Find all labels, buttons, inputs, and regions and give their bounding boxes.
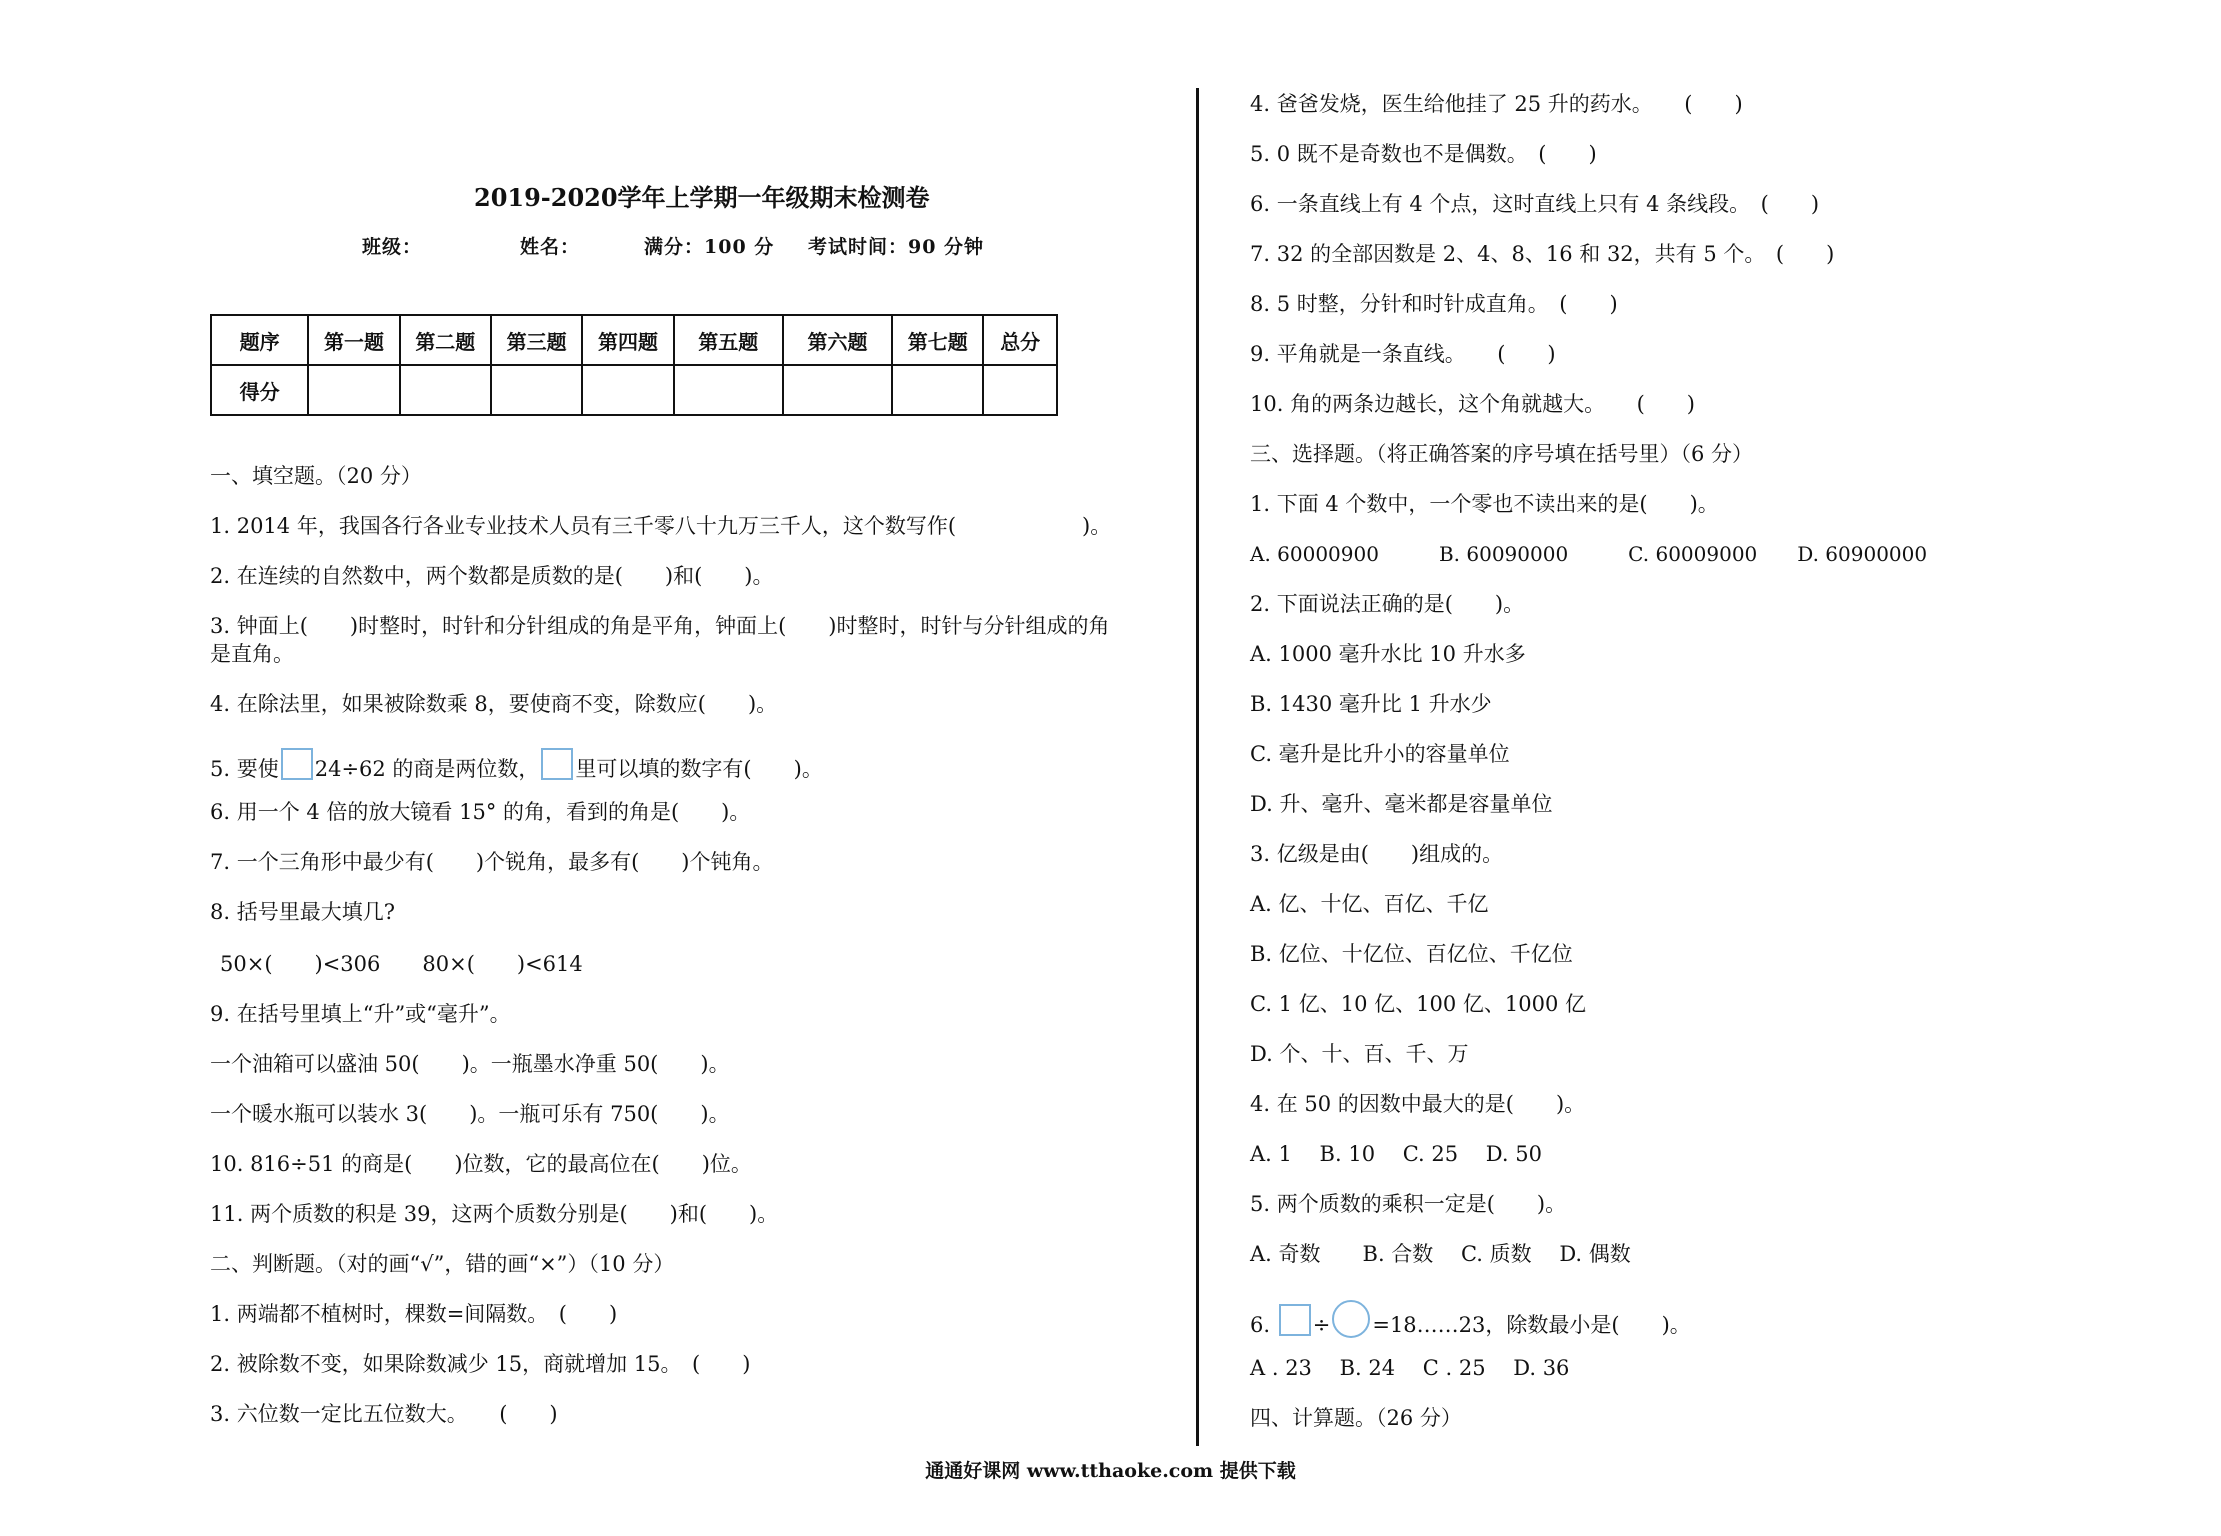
table-cell: 第二题 <box>400 315 491 365</box>
question: 4. 在除法里，如果被除数乘 8，要使商不变，除数应( )。 <box>210 692 778 716</box>
question: 是直角。 <box>210 642 294 666</box>
table-cell: 题序 <box>211 315 308 365</box>
score-cell[interactable] <box>983 365 1057 415</box>
question: 7. 一个三角形中最少有( )个锐角，最多有( )个钝角。 <box>210 850 774 874</box>
c6-prefix: 6. <box>1250 1313 1271 1337</box>
option: B. 亿位、十亿位、百亿位、千亿位 <box>1250 942 1573 966</box>
table-cell: 第四题 <box>582 315 673 365</box>
score-table <box>210 314 1058 416</box>
options: A. 1 B. 10 C. 25 D. 50 <box>1250 1142 1542 1166</box>
question: 一个油箱可以盛油 50( )。一瓶墨水净重 50( )。 <box>210 1052 730 1076</box>
name-label: 姓名： <box>520 236 581 258</box>
question: 8. 括号里最大填几? <box>210 900 395 924</box>
table-cell: 第一题 <box>308 315 399 365</box>
score-table-score-row <box>211 365 1057 415</box>
table-cell: 第七题 <box>892 315 983 365</box>
q5-suffix: 里可以填的数字有( )。 <box>575 757 823 781</box>
blank-square-icon <box>1279 1304 1311 1336</box>
option: C. 毫升是比升小的容量单位 <box>1250 742 1510 766</box>
section-heading: 三、选择题。（将正确答案的序号填在括号里）（6 分） <box>1250 442 1754 466</box>
exam-time: 考试时间：90 分钟 <box>808 236 985 258</box>
section-heading: 四、计算题。（26 分） <box>1250 1406 1462 1430</box>
question: 8. 5 时整，分针和时针成直角。 ( ) <box>1250 292 1618 316</box>
question: 6. 用一个 4 倍的放大镜看 15° 的角，看到的角是( )。 <box>210 800 751 824</box>
question: 1. 下面 4 个数中，一个零也不读出来的是( )。 <box>1250 492 1719 516</box>
score-cell[interactable] <box>308 365 399 415</box>
score-cell[interactable] <box>674 365 783 415</box>
question: 10. 角的两条边越长，这个角就越大。 ( ) <box>1250 392 1695 416</box>
score-cell[interactable] <box>400 365 491 415</box>
divide-sign: ÷ <box>1312 1313 1331 1337</box>
option: A. 1000 毫升水比 10 升水多 <box>1250 642 1526 666</box>
class-label: 班级： <box>362 236 423 258</box>
exam-info-row <box>362 232 984 259</box>
question: 10. 816÷51 的商是( )位数，它的最高位在( )位。 <box>210 1152 752 1176</box>
blank-square-icon <box>541 748 573 780</box>
question: 5. 0 既不是奇数也不是偶数。 ( ) <box>1250 142 1597 166</box>
question: 4. 在 50 的因数中最大的是( )。 <box>1250 1092 1586 1116</box>
page-title: 2019-2020学年上学期一年级期末检测卷 <box>474 183 930 212</box>
section-heading: 一、填空题。（20 分） <box>210 464 422 488</box>
question: 4. 爸爸发烧，医生给他挂了 25 升的药水。 ( ) <box>1250 92 1743 116</box>
option: D. 升、毫升、毫米都是容量单位 <box>1250 792 1553 816</box>
score-cell[interactable] <box>892 365 983 415</box>
question: 50×( )<306 80×( )<614 <box>220 952 583 976</box>
option: A. 亿、十亿、百亿、千亿 <box>1250 892 1489 916</box>
q5-middle: 24÷62 的商是两位数， <box>314 757 540 781</box>
blank-square-icon <box>281 748 313 780</box>
question: 6. 一条直线上有 4 个点，这时直线上只有 4 条线段。 ( ) <box>1250 192 1820 216</box>
question <box>210 748 823 783</box>
table-cell: 第三题 <box>491 315 582 365</box>
question: 一个暖水瓶可以装水 3( )。一瓶可乐有 750( )。 <box>210 1102 730 1126</box>
score-cell[interactable] <box>491 365 582 415</box>
question: 3. 六位数一定比五位数大。 ( ) <box>210 1402 558 1426</box>
question: 1. 2014 年，我国各行各业专业技术人员有三千零八十九万三千人，这个数写作( )。 <box>210 514 1112 538</box>
score-table-header-row <box>211 315 1057 365</box>
section-heading: 二、判断题。（对的画“√”，错的画“×”）（10 分） <box>210 1252 675 1276</box>
c6-suffix: =18……23，除数最小是( )。 <box>1372 1313 1691 1337</box>
q5-prefix: 5. 要使 <box>210 757 279 781</box>
full-score: 满分：100 分 <box>644 236 775 258</box>
table-cell: 第五题 <box>674 315 783 365</box>
question: 9. 平角就是一条直线。 ( ) <box>1250 342 1556 366</box>
options: A . 23 B. 24 C . 25 D. 36 <box>1250 1356 1570 1380</box>
footer-credit: 通通好课网 www.tthaoke.com 提供下载 <box>925 1460 1296 1482</box>
question: 7. 32 的全部因数是 2、4、8、16 和 32，共有 5 个。 ( ) <box>1250 242 1835 266</box>
option: C. 1 亿、10 亿、100 亿、1000 亿 <box>1250 992 1586 1016</box>
question: 3. 钟面上( )时整时，时针和分针组成的角是平角，钟面上( )时整时，时针与分针组成的角 <box>210 614 1110 638</box>
question: 3. 亿级是由( )组成的。 <box>1250 842 1504 866</box>
question: 9. 在括号里填上“升”或“毫升”。 <box>210 1002 511 1026</box>
question: 11. 两个质数的积是 39，这两个质数分别是( )和( )。 <box>210 1202 779 1226</box>
question: 2. 被除数不变，如果除数减少 15，商就增加 15。 ( ) <box>210 1352 751 1376</box>
score-cell[interactable] <box>582 365 673 415</box>
blank-circle-icon <box>1332 1300 1370 1338</box>
question: 2. 下面说法正确的是( )。 <box>1250 592 1525 616</box>
table-cell: 总分 <box>983 315 1057 365</box>
column-divider <box>1196 88 1199 1446</box>
table-cell: 得分 <box>211 365 308 415</box>
question: 2. 在连续的自然数中，两个数都是质数的是( )和( )。 <box>210 564 774 588</box>
question <box>1250 1300 1691 1339</box>
score-cell[interactable] <box>783 365 892 415</box>
options: A. 60000900 B. 60090000 C. 60009000 D. 60900000 <box>1250 542 1928 566</box>
option: D. 个、十、百、千、万 <box>1250 1042 1469 1066</box>
question: 5. 两个质数的乘积一定是( )。 <box>1250 1192 1567 1216</box>
option: B. 1430 毫升比 1 升水少 <box>1250 692 1492 716</box>
question: 1. 两端都不植树时，棵数=间隔数。 ( ) <box>210 1302 618 1326</box>
table-cell: 第六题 <box>783 315 892 365</box>
options: A. 奇数 B. 合数 C. 质数 D. 偶数 <box>1250 1242 1631 1266</box>
